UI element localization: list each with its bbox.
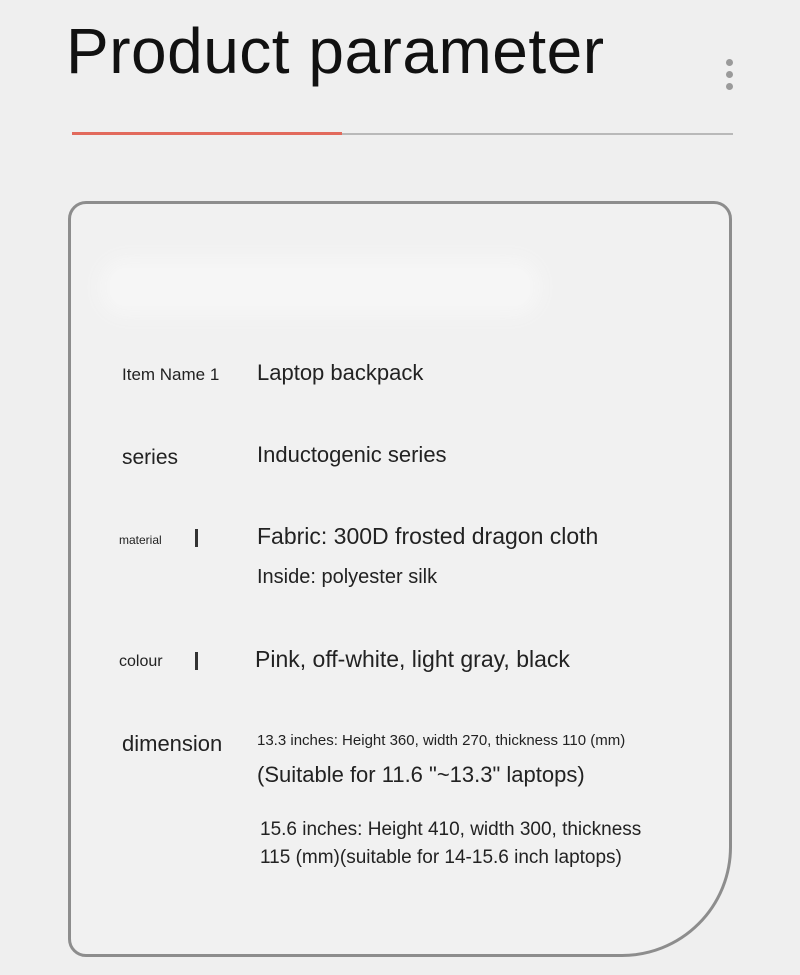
param-value-colour: Pink, off-white, light gray, black xyxy=(255,646,570,672)
param-value-dimension-15-note: 115 (mm)(suitable for 14-15.6 inch laptops) xyxy=(260,847,622,868)
card-highlight xyxy=(110,268,530,306)
kebab-menu-icon[interactable] xyxy=(724,59,734,97)
param-value-dimension-15: 15.6 inches: Height 410, width 300, thickness xyxy=(260,819,642,840)
param-label-dimension: dimension xyxy=(122,731,223,756)
param-value-item-name: Laptop backpack xyxy=(257,360,424,385)
param-value-dimension-13-note: (Suitable for 11.6 "~13.3" laptops) xyxy=(257,762,585,787)
label-separator-bar xyxy=(195,652,198,670)
param-value-dimension-13: 13.3 inches: Height 360, width 270, thickness 110 (mm) xyxy=(257,732,626,749)
param-label-material: material xyxy=(119,533,162,547)
param-value-series: Inductogenic series xyxy=(257,442,447,467)
param-value-material-inside: Inside: polyester silk xyxy=(257,566,438,588)
param-label-colour: colour xyxy=(119,653,163,670)
page-title: Product parameter xyxy=(66,15,605,87)
label-separator-bar xyxy=(195,529,198,547)
param-label-item-name: Item Name 1 xyxy=(122,365,220,384)
param-value-material-fabric: Fabric: 300D frosted dragon cloth xyxy=(257,523,599,549)
title-accent-underline xyxy=(72,132,342,135)
param-label-series: series xyxy=(122,446,179,469)
